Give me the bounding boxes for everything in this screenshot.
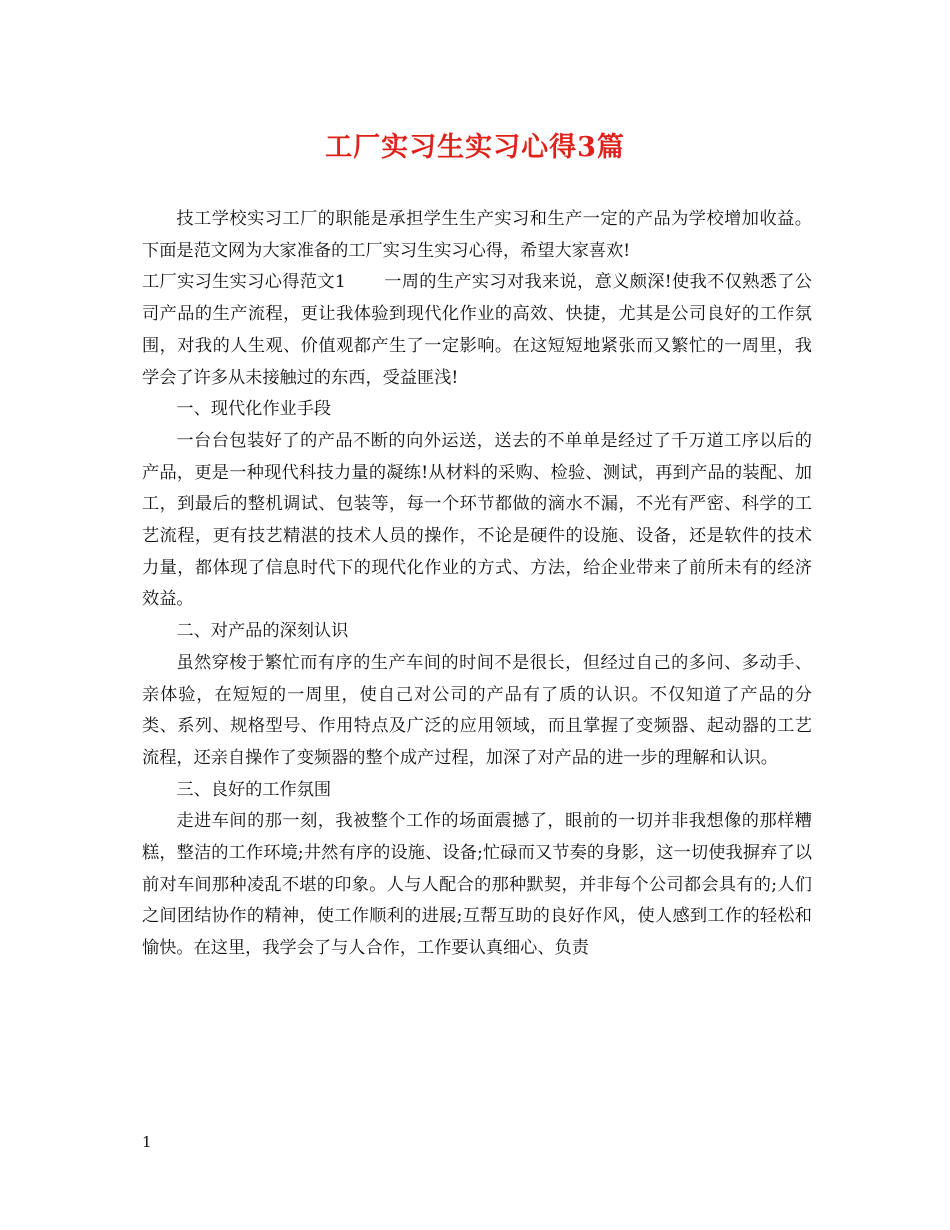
paragraph-2: 虽然穿梭于繁忙而有序的生产车间的时间不是很长，但经过自己的多问、多动手、亲体验，在短短的一周里，使自己对公司的产品有了质的认识。不仅知道了产品的分类、系列、规格型号、作用特点及广泛的应用领域，而且掌握了变频器、起动器的工艺流程，还亲自操作了变频器的整个成产过程，加深了对产品的进一步的理解和认识。 [142, 652, 812, 768]
document-title: 工厂实习生实习心得3篇 [325, 132, 625, 163]
section-first-text: 一周的生产实习对我来说，意义颇深!使我不仅熟悉了公司产品的生产流程，更让我体验到现代化作业的高效、快捷，尤其是公司良好的工作氛围，对我的人生观、价值观都产生了一定影响。在这短短地紧张而又繁忙的一周里，我学会了许多从未接触过的东西，受益匪浅! [142, 272, 812, 388]
section-heading-3: 三、良好的工作氛围 [176, 779, 332, 800]
paragraph-1: 一台台包装好了的产品不断的向外运送，送去的不单单是经过了千万道工序以后的产品，更是一种现代科技力量的凝练!从材料的采购、检验、测试，再到产品的装配、加工，到最后的整机调试、包装等，每一个环节都做的滴水不漏，不光有严密、科学的工艺流程，更有技艺精湛的技术人员的操作，不论是硬件的设施、设备，还是软件的技术力量，都体现了信息时代下的现代化作业的方式、方法，给企业带来了前所未有的经济效益。 [142, 430, 812, 610]
intro-paragraph: 技工学校实习工厂的职能是承担学生生产实习和生产一定的产品为学校增加收益。下面是范文网为大家准备的工厂实习生实习心得，希望大家喜欢! [142, 209, 812, 261]
paragraph-3: 走进车间的那一刻，我被整个工作的场面震撼了，眼前的一切并非我想像的那样糟糕，整洁的工作环境;井然有序的设施、设备;忙碌而又节奏的身影，这一切使我摒弃了以前对车间那种凌乱不堪的印象。人与人配合的那种默契，并非每个公司都会具有的;人们之间团结协作的精神，使工作顺利的进展;互帮互助的良好作风，使人感到工作的轻松和愉快。在这里，我学会了与人合作，工作要认真细心、负责 [142, 811, 812, 959]
section-first-paragraph [142, 267, 812, 394]
section-label: 工厂实习生实习心得范文1 [142, 272, 346, 293]
page-number: 1 [142, 1133, 152, 1151]
document-body [142, 204, 812, 965]
section-heading-1: 一、现代化作业手段 [176, 399, 332, 420]
section-heading-2: 二、对产品的深刻认识 [176, 621, 349, 642]
